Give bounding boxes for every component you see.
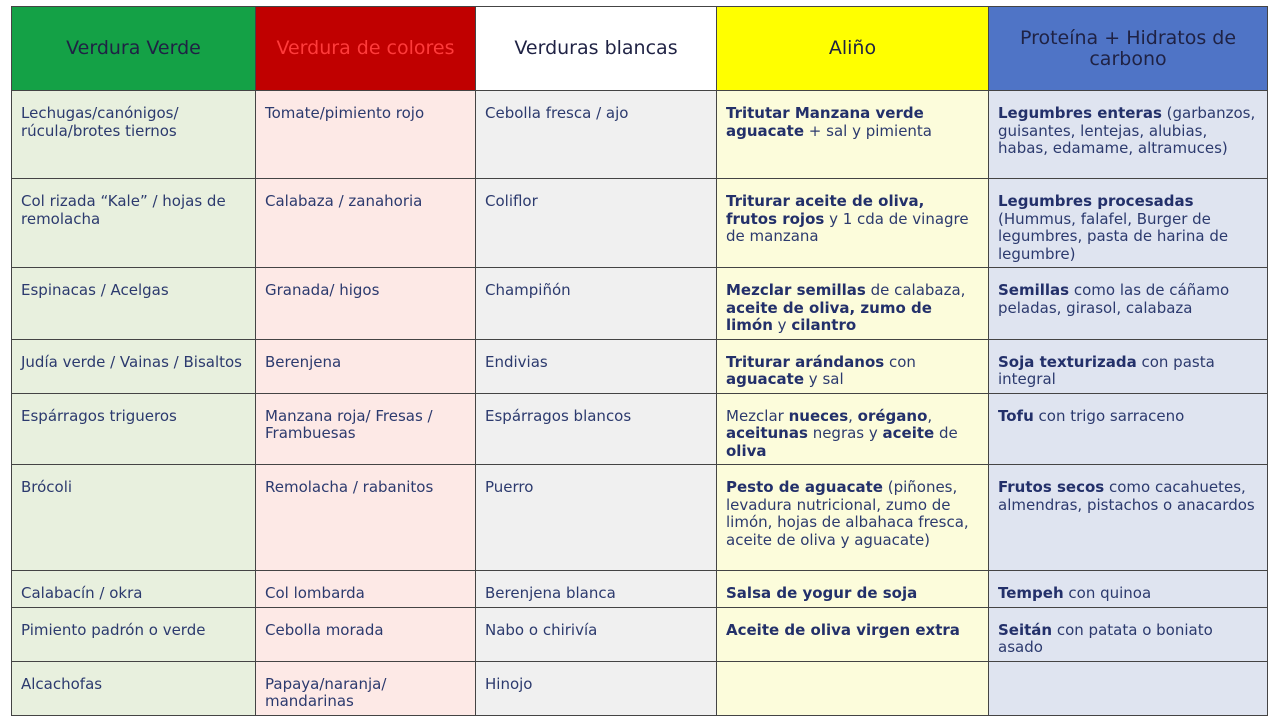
cell-alino <box>717 91 989 179</box>
bold-text: Legumbres procesadas <box>998 192 1194 210</box>
bold-text: Triturar aceite de oliva, frutos rojos <box>726 192 925 228</box>
table-row <box>12 571 1268 608</box>
cell-text: + sal y pimienta <box>804 121 932 140</box>
bold-text: Soja texturizada <box>998 352 1137 371</box>
cell-text: con patata o boniato asado <box>998 620 1213 656</box>
bold-text: nueces <box>788 406 849 425</box>
table-row <box>12 179 1268 268</box>
bold-text: Tempeh <box>998 584 1064 602</box>
table-body <box>12 91 1268 716</box>
cell-verdura-verde <box>12 571 256 608</box>
cell-text: como las de cáñamo peladas, girasol, calabaza <box>998 281 1230 317</box>
cell-text: Judía verde / Vainas / Bisaltos <box>21 352 242 371</box>
cell-proteina-hidratos <box>989 571 1268 608</box>
header-verdura-de-colores: Verdura de colores <box>256 7 476 91</box>
cell-text: Brócoli <box>21 478 73 496</box>
cell-verdura-de-colores <box>256 179 476 268</box>
cell-verdura-de-colores <box>256 393 476 465</box>
bold-text: aceite de oliva, zumo de limón <box>726 298 932 334</box>
cell-proteina-hidratos <box>989 465 1268 571</box>
cell-proteina-hidratos <box>989 661 1268 715</box>
cell-text: Lechugas/canónigos/ rúcula/brotes tiernos <box>21 104 179 140</box>
bold-text: Triturar arándanos <box>726 352 885 371</box>
bold-text: Seitán <box>998 620 1053 639</box>
cell-alino <box>717 465 989 571</box>
cell-text: Remolacha / rabanitos <box>265 478 434 496</box>
cell-text: Calabaza / zanahoria <box>265 192 423 210</box>
cell-text: con quinoa <box>1063 584 1152 602</box>
cell-text: Tomate/pimiento rojo <box>265 104 425 122</box>
cell-text: Col rizada “Kale” / hojas de remolacha <box>21 192 226 228</box>
bold-text: Salsa de yogur de soja <box>726 584 918 602</box>
cell-verdura-verde <box>12 179 256 268</box>
cell-verdura-de-colores <box>256 607 476 661</box>
table-row <box>12 268 1268 340</box>
bold-text: aceite <box>882 424 935 442</box>
bold-text: Frutos secos <box>998 478 1105 496</box>
cell-text: Nabo o chirivía <box>485 620 598 639</box>
cell-verdura-verde <box>12 339 256 393</box>
header-alino: Aliño <box>717 7 989 91</box>
cell-text: , <box>848 406 858 425</box>
cell-text: Col lombarda <box>265 584 365 602</box>
cell-alino <box>717 571 989 608</box>
cell-text: Manzana roja/ Fresas / Frambuesas <box>265 406 433 442</box>
cell-text: Espárragos trigueros <box>21 406 177 425</box>
cell-verdura-de-colores <box>256 465 476 571</box>
table-row <box>12 607 1268 661</box>
cell-text: (garbanzos, guisantes, lentejas, alubias, habas, edamame, altramuces) <box>998 104 1256 157</box>
bold-text: cilantro <box>791 316 857 334</box>
cell-text: con trigo sarraceno <box>1033 406 1185 425</box>
cell-verduras-blancas <box>476 661 717 715</box>
cell-text: Berenjena <box>265 352 342 371</box>
cell-verdura-verde <box>12 661 256 715</box>
cell-text: y sal <box>804 370 844 388</box>
cell-verduras-blancas <box>476 179 717 268</box>
cell-text: Espárragos blancos <box>485 406 632 425</box>
cell-alino <box>717 607 989 661</box>
bold-text: Tritutar Manzana verde <box>726 104 924 122</box>
cell-proteina-hidratos <box>989 607 1268 661</box>
cell-text: Berenjena blanca <box>485 584 616 602</box>
cell-text: , <box>927 406 933 425</box>
cell-alino <box>717 179 989 268</box>
cell-text: (piñones, levadura nutricional, zumo de limón, hojas de albahaca fresca, aceite de oliva y aguacate) <box>726 478 969 549</box>
cell-text: Coliflor <box>485 192 538 210</box>
cell-text: Hinojo <box>485 674 533 693</box>
header-row <box>12 7 1268 91</box>
bold-text: aguacate <box>726 370 805 388</box>
cell-proteina-hidratos <box>989 179 1268 268</box>
cell-text: Calabacín / okra <box>21 584 143 602</box>
bold-text: Mezclar semillas <box>726 281 866 299</box>
bold-text: Pesto de aguacate <box>726 478 883 496</box>
cell-alino <box>717 268 989 340</box>
cell-text: con pasta integral <box>998 352 1215 388</box>
cell-text: (Hummus, falafel, Burger de legumbres, pasta de harina de legumbre) <box>998 209 1229 263</box>
cell-verduras-blancas <box>476 571 717 608</box>
cell-text: Cebolla morada <box>265 620 384 639</box>
cell-text: Cebolla fresca / ajo <box>485 104 629 122</box>
cell-verdura-de-colores <box>256 339 476 393</box>
cell-text: de <box>934 424 958 442</box>
bold-text: oliva <box>726 441 767 460</box>
cell-text: y <box>772 316 792 334</box>
cell-text: Espinacas / Acelgas <box>21 281 169 299</box>
bold-text: Legumbres enteras <box>998 104 1162 122</box>
cell-text: Puerro <box>485 478 534 496</box>
cell-text: como cacahuetes, almendras, pistachos o anacardos <box>998 478 1255 514</box>
cell-alino <box>717 661 989 715</box>
cell-verduras-blancas <box>476 268 717 340</box>
cell-verduras-blancas <box>476 91 717 179</box>
cell-verdura-de-colores <box>256 571 476 608</box>
header-proteina-hidratos: Proteína + Hidratos de carbono <box>989 7 1268 91</box>
cell-verdura-verde <box>12 268 256 340</box>
cell-text: negras y <box>807 424 883 442</box>
cell-proteina-hidratos <box>989 393 1268 465</box>
cell-text: Mezclar <box>726 406 789 425</box>
header-verdura-verde: Verdura Verde <box>12 7 256 91</box>
cell-verdura-de-colores <box>256 91 476 179</box>
cell-text: Granada/ higos <box>265 281 380 299</box>
cell-verdura-verde <box>12 465 256 571</box>
bold-text: Aceite de oliva virgen extra <box>726 620 960 639</box>
bold-text: aceitunas <box>726 424 808 442</box>
table-row <box>12 339 1268 393</box>
cell-text: Pimiento padrón o verde <box>21 620 206 639</box>
bold-text: Tofu <box>998 406 1034 425</box>
bold-text: Semillas <box>998 281 1070 299</box>
bold-text: orégano <box>857 406 928 425</box>
cell-text: Papaya/naranja/ mandarinas <box>265 674 387 710</box>
table-row <box>12 661 1268 715</box>
cell-verdura-de-colores <box>256 268 476 340</box>
cell-proteina-hidratos <box>989 339 1268 393</box>
cell-verdura-verde <box>12 91 256 179</box>
cell-verduras-blancas <box>476 465 717 571</box>
table-row <box>12 465 1268 571</box>
cell-text: Alcachofas <box>21 674 103 693</box>
cell-verdura-verde <box>12 393 256 465</box>
cell-proteina-hidratos <box>989 268 1268 340</box>
cell-text: con <box>884 352 916 371</box>
cell-text: Champiñón <box>485 281 571 299</box>
cell-verduras-blancas <box>476 607 717 661</box>
table-row <box>12 91 1268 179</box>
cell-verdura-verde <box>12 607 256 661</box>
cell-verdura-de-colores <box>256 661 476 715</box>
cell-verduras-blancas <box>476 393 717 465</box>
bold-text: aguacate <box>726 121 805 140</box>
cell-text: y 1 cda de vinagre de manzana <box>726 209 969 245</box>
cell-text: de calabaza, <box>865 281 966 299</box>
cell-text: Endivias <box>485 352 548 371</box>
cell-alino <box>717 393 989 465</box>
cell-alino <box>717 339 989 393</box>
cell-proteina-hidratos <box>989 91 1268 179</box>
food-combination-table <box>11 6 1268 716</box>
cell-verduras-blancas <box>476 339 717 393</box>
table-row <box>12 393 1268 465</box>
header-verduras-blancas: Verduras blancas <box>476 7 717 91</box>
